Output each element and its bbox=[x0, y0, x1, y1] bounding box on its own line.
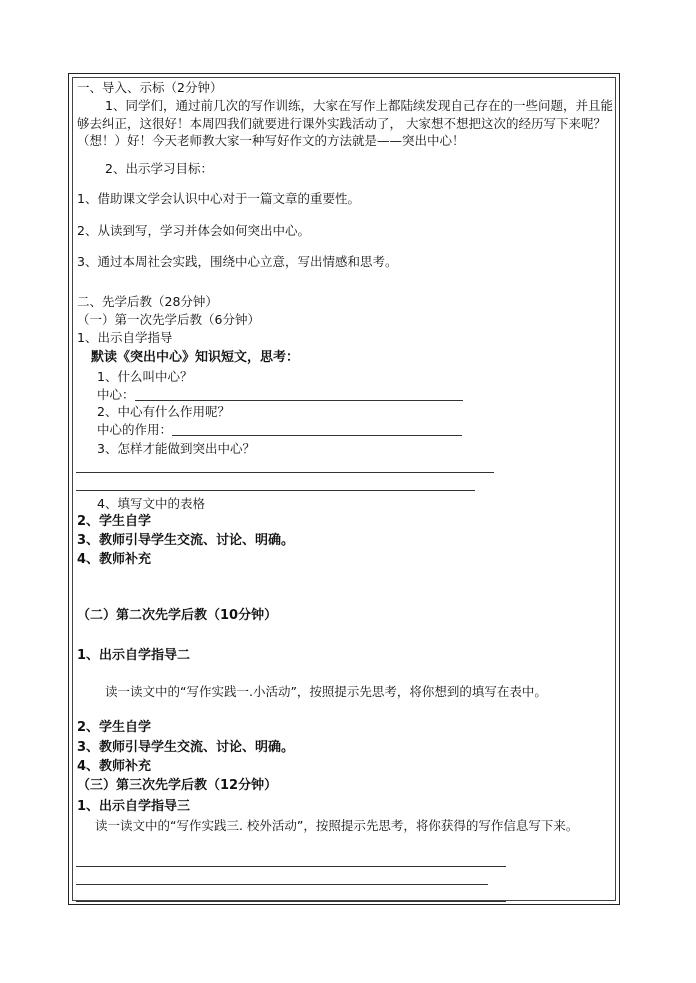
question-1: 1、什么叫中心？ bbox=[97, 369, 193, 384]
part2-guide: 1、出示自学指导二 bbox=[77, 648, 191, 663]
part1-step-2: 2、学生自学 bbox=[77, 514, 152, 529]
writing-line-3[interactable] bbox=[76, 901, 506, 902]
answer-3-line-1[interactable] bbox=[76, 472, 494, 473]
part1-guide: 1、出示自学指导 bbox=[77, 330, 173, 345]
part1-step-4: 4、教师补充 bbox=[77, 552, 152, 567]
part3-title: （三）第三次先学后教（12分钟） bbox=[77, 778, 278, 793]
answer-3-line-2[interactable] bbox=[76, 490, 475, 491]
answer-1-label: 中心： bbox=[97, 387, 135, 402]
section2-heading: 二、先学后教（28分钟） bbox=[77, 294, 218, 309]
part1-read-instruction: 默读《突出中心》知识短文，思考： bbox=[91, 350, 300, 365]
question-2: 2、中心有什么作用呢？ bbox=[97, 404, 230, 419]
learning-goal-2: 2、从读到写，学习并体会如何突出中心。 bbox=[77, 223, 310, 238]
part3-guide: 1、出示自学指导三 bbox=[77, 799, 191, 814]
writing-line-1[interactable] bbox=[76, 866, 506, 867]
learning-goal-3: 3、通过本周社会实践，围绕中心立意，写出情感和思考。 bbox=[77, 254, 398, 269]
part2-read-instruction: 读一读文中的“写作实践一.小活动”，按照提示先思考，将你想到的填写在表中。 bbox=[105, 684, 547, 699]
section1-heading: 一、导入、示标（2分钟） bbox=[77, 80, 223, 95]
question-3: 3、怎样才能做到突出中心？ bbox=[97, 441, 255, 456]
answer-2-label: 中心的作用： bbox=[97, 422, 173, 437]
answer-1-row bbox=[97, 387, 463, 403]
part1-title: （一）第一次先学后教（6分钟） bbox=[77, 312, 260, 327]
learning-goal-1: 1、借助课文学会认识中心对于一篇文章的重要性。 bbox=[77, 191, 360, 206]
part2-step-4: 4、教师补充 bbox=[77, 759, 152, 774]
part2-step-3: 3、教师引导学生交流、讨论、明确。 bbox=[77, 740, 295, 755]
part2-title: （二）第二次先学后教（10分钟） bbox=[77, 608, 278, 623]
answer-2-row bbox=[97, 422, 462, 438]
part3-read-instruction: 读一读文中的“写作实践三. 校外活动”，按照提示先思考，将你获得的写作信息写下来。 bbox=[95, 818, 579, 833]
learning-goals-title: 2、出示学习目标： bbox=[105, 161, 213, 176]
section1-paragraph-line2: 够去纠正，这很好！本周四我们就要进行课外实践活动了， 大家想不想把这次的经历写下来呢？ bbox=[77, 116, 606, 131]
question-4: 4、填写文中的表格 bbox=[97, 496, 205, 511]
part2-step-2: 2、学生自学 bbox=[77, 720, 152, 735]
answer-2-blank[interactable] bbox=[172, 435, 462, 436]
writing-line-2[interactable] bbox=[76, 884, 488, 885]
part1-step-3: 3、教师引导学生交流、讨论、明确。 bbox=[77, 533, 295, 548]
section1-paragraph-line1: 1、同学们，通过前几次的写作训练，大家在写作上都陆续发现自己存在的一些问题，并且能 bbox=[105, 98, 613, 113]
answer-1-blank[interactable] bbox=[135, 400, 463, 401]
section1-paragraph-line3: （想！）好！今天老师教大家一种写好作文的方法就是——突出中心！ bbox=[77, 133, 465, 148]
